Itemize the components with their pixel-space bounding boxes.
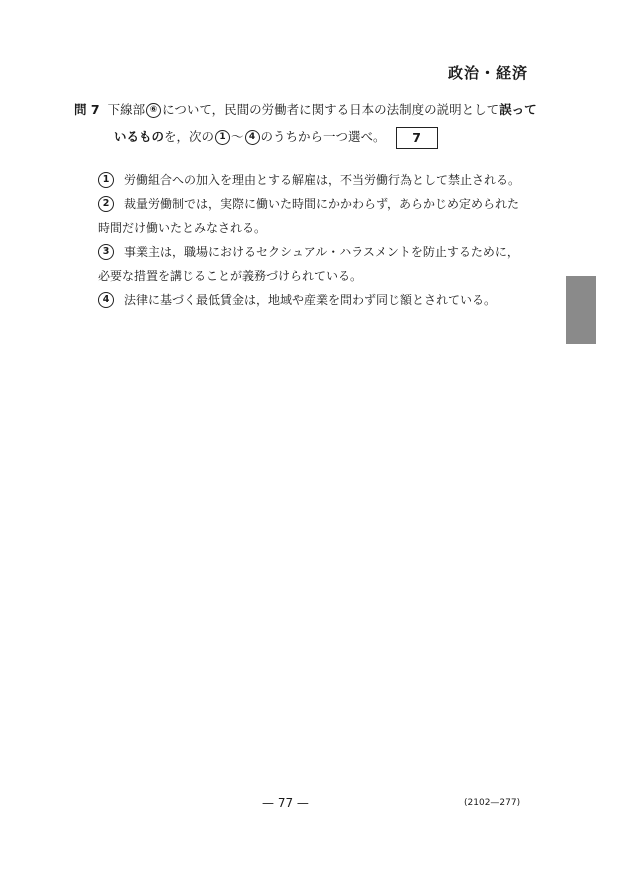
choice-text-2: 裁量労働制では，実際に働いた時間にかかわらず，あらかじめ定められた [124, 197, 520, 211]
choice-3[interactable] [98, 240, 538, 288]
choice-number-1: 1 [98, 172, 114, 188]
choice-text-1: 労働組合への加入を理由とする解雇は，不当労働行為として禁止される。 [124, 173, 521, 187]
question-line-1 [74, 96, 537, 123]
question-text-1b: について，民間の労働者に関する日本の法制度の説明として [162, 102, 500, 117]
range-start-mark: 1 [215, 130, 230, 145]
question-text-1a: 下線部 [107, 102, 146, 117]
choice-number-3: 3 [98, 244, 114, 260]
question-number: 問 7 [74, 102, 100, 117]
question-line-2 [74, 123, 534, 150]
choice-number-2: 2 [98, 196, 114, 212]
question-text-2b: のうちから一つ選べ。 [260, 129, 386, 144]
range-separator: ～ [231, 129, 244, 144]
question-emphasis-2: いるもの [114, 129, 165, 144]
choice-number-4: 4 [98, 292, 114, 308]
choice-text-2-cont: 時間だけ働いたとみなされる。 [98, 221, 267, 235]
range-end-mark: 4 [245, 130, 260, 145]
document-code: (2102—277) [464, 798, 521, 808]
choice-2[interactable] [98, 192, 538, 240]
underline-ref-mark: ⑥ [146, 103, 161, 118]
question-text-2a: を，次の [164, 129, 215, 144]
choice-text-4: 法律に基づく最低賃金は，地域や産業を問わず同じ額とされている。 [124, 293, 497, 307]
choice-1[interactable] [98, 168, 538, 192]
answer-box[interactable]: 7 [396, 127, 438, 149]
question-emphasis-1: 誤って [499, 102, 537, 117]
choice-4[interactable] [98, 288, 538, 312]
choice-text-3-cont: 必要な措置を講じることが義務づけられている。 [98, 269, 363, 283]
subject-title: 政治・経済 [447, 64, 528, 82]
page-number: — 77 — [262, 796, 309, 810]
choice-text-3: 事業主は，職場におけるセクシュアル・ハラスメントを防止するために， [124, 245, 519, 259]
section-side-tab [566, 276, 596, 344]
question-stem [74, 96, 537, 150]
choice-list [98, 168, 538, 312]
